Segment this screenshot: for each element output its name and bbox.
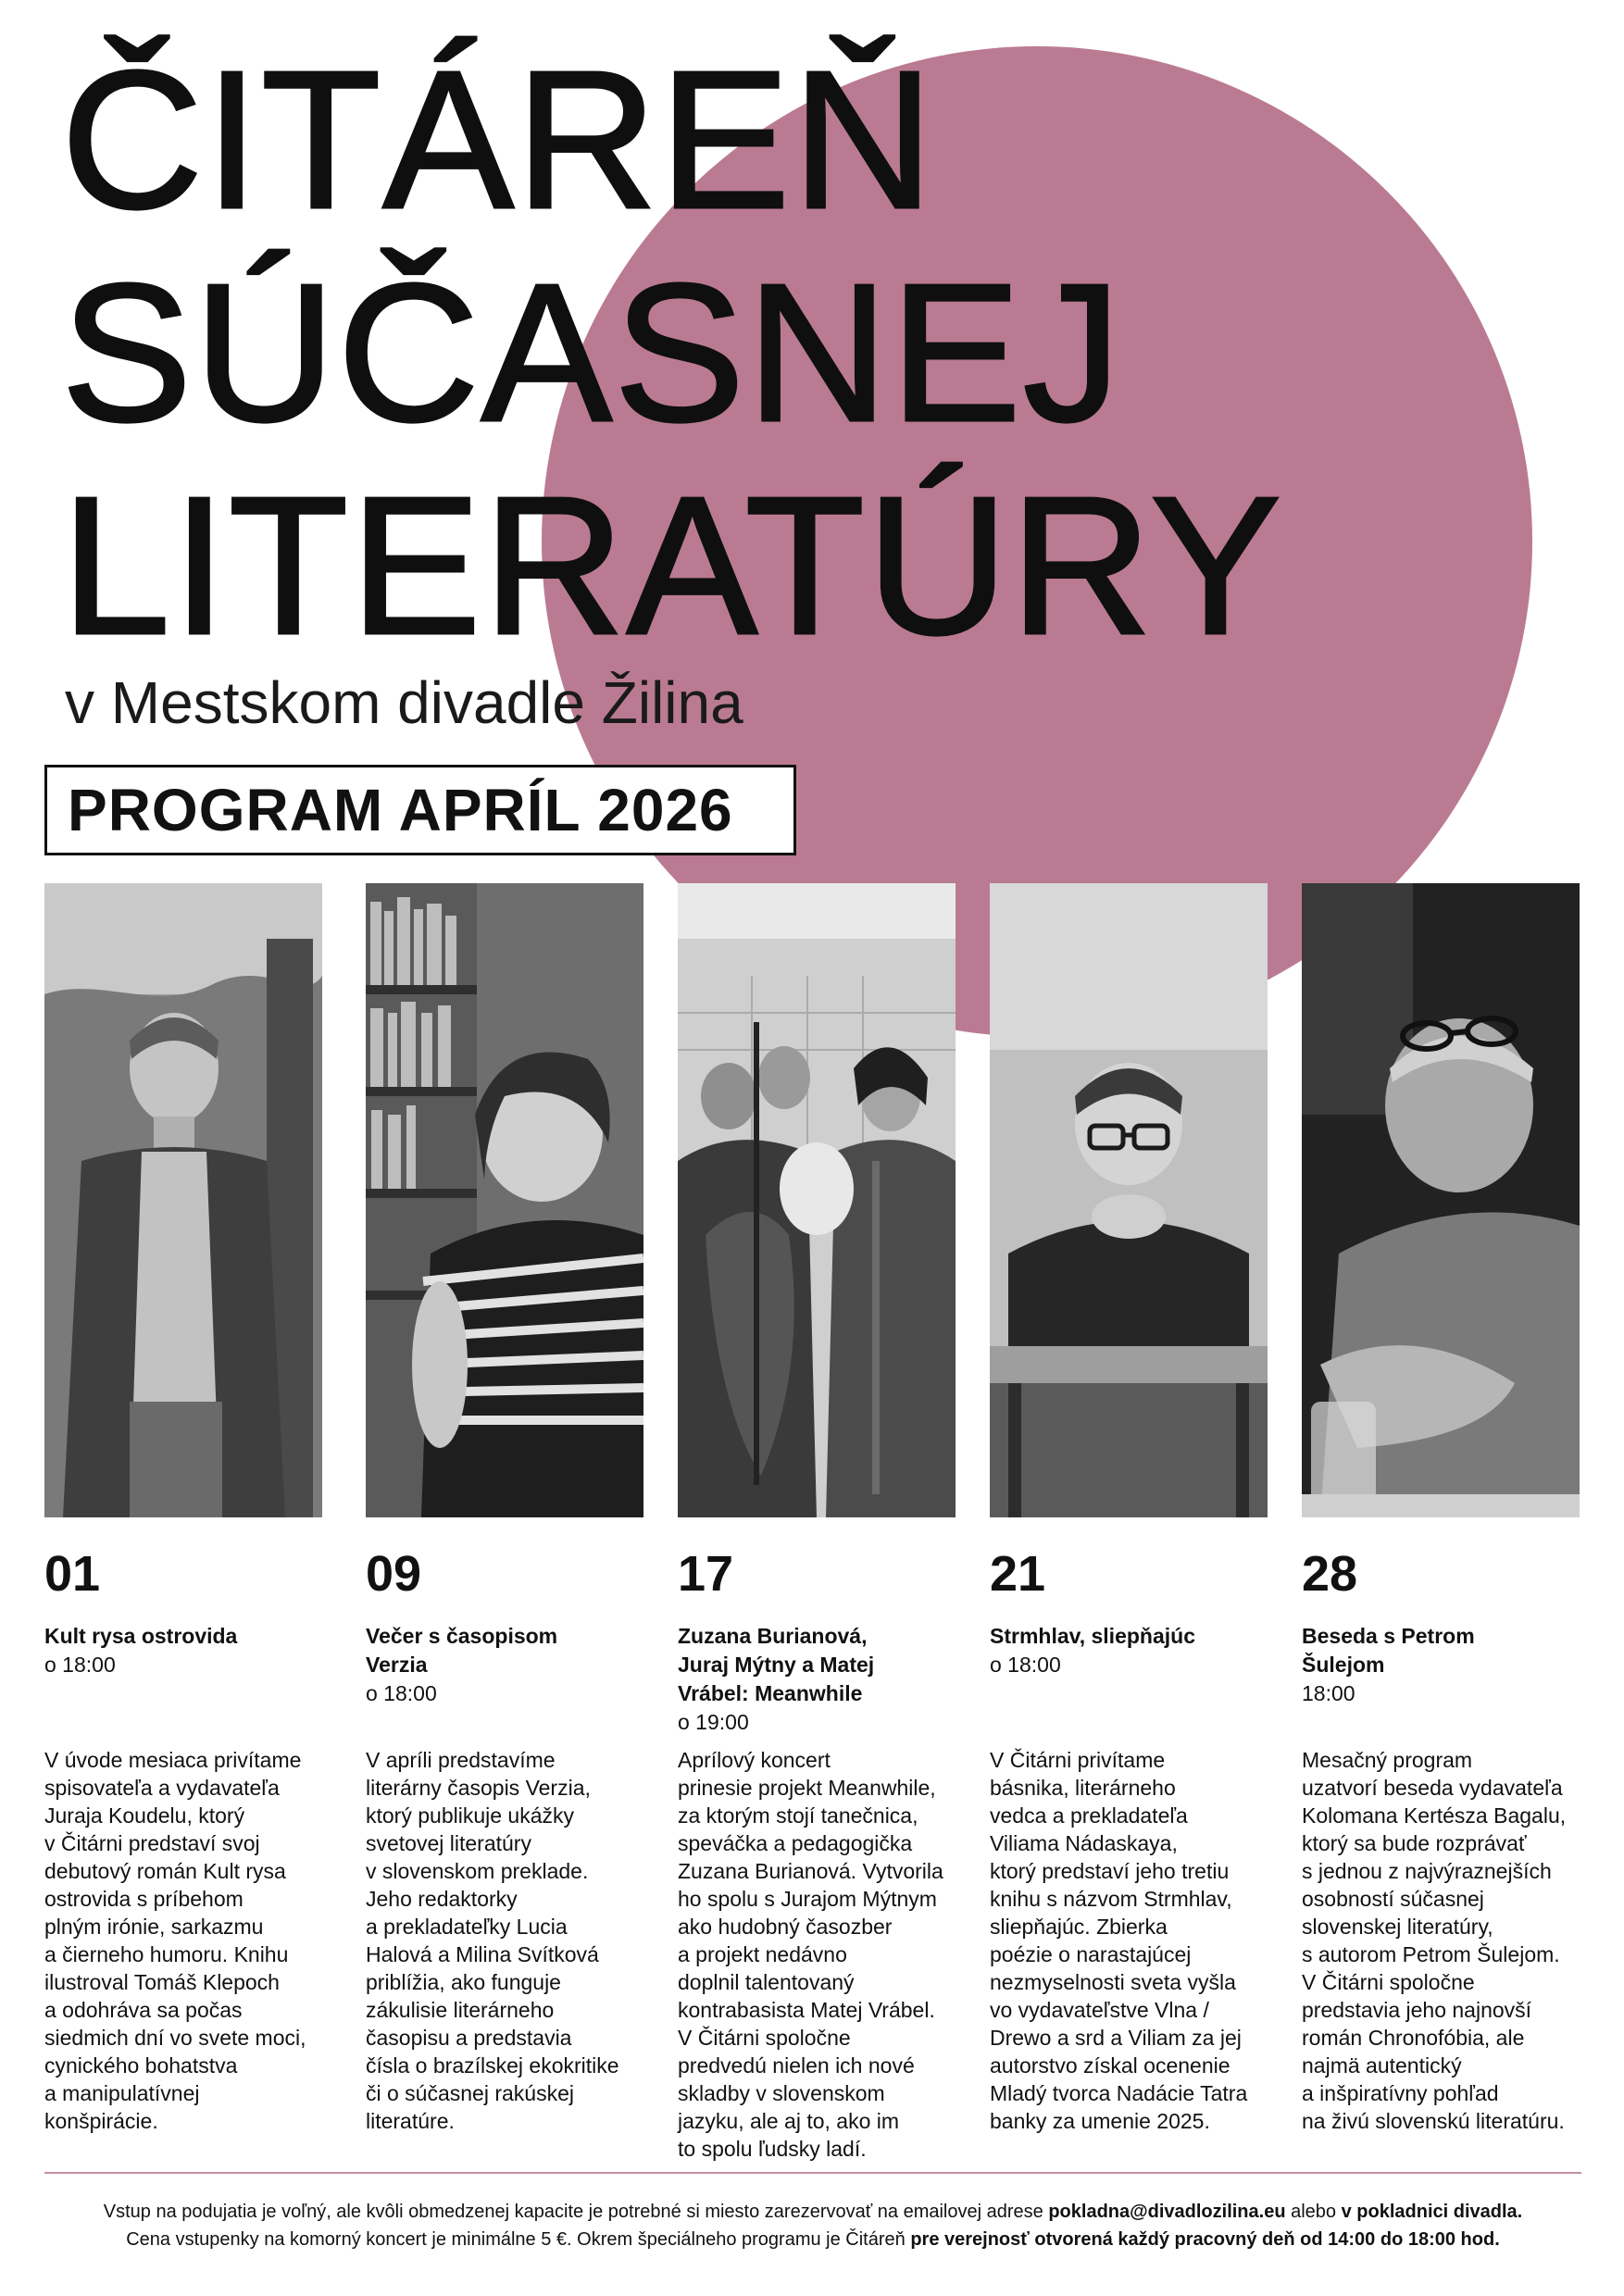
footer-or-text: alebo xyxy=(1285,2202,1342,2222)
event-day: 01 xyxy=(44,1546,101,1602)
footer-opening-hours: pre verejnosť otvorená každý pracovný deň od 14:00 do 18:00 hod. xyxy=(910,2229,1500,2250)
event-name: Zuzana Burianová, Juraj Mýtny a Matej Vrábel: Meanwhile xyxy=(678,1624,875,1705)
event-time: o 18:00 xyxy=(44,1653,116,1677)
footer-line-1 xyxy=(44,2198,1581,2226)
event-21 xyxy=(990,1546,1268,2133)
event-time: o 19:00 xyxy=(678,1710,749,1734)
footer-email-link[interactable]: pokladna@divadlozilina.eu xyxy=(1048,2202,1286,2222)
event-time: o 18:00 xyxy=(366,1681,437,1705)
event-name: Večer s časopisom Verzia xyxy=(366,1624,558,1677)
event-time: 18:00 xyxy=(1302,1681,1355,1705)
photo-event-09 xyxy=(366,883,643,1517)
footer-price-text: Cena vstupenky na komorný koncert je minimálne 5 €. Okrem špeciálneho programu je Čitáreň xyxy=(126,2229,911,2250)
event-description: Mesačný program uzatvorí beseda vydavateľa Kolomana Kertésza Bagalu, ktorý sa bude rozprávať s jednou z najvýraznejších osobností súčasnej slovenskej literatúry, s autorom Petrom Šulejom. V Čitárni spoločne predstavia jeho najnovší román Chronofóbia, ale najmä autentický a inšpiratívny pohľad na živú slovenskú literatúru. xyxy=(1302,1748,1567,2133)
event-day: 21 xyxy=(990,1546,1046,1602)
photo-event-28-image xyxy=(1302,883,1580,1517)
footer-box-office-text: v pokladnici divadla. xyxy=(1341,2202,1523,2222)
photo-event-28 xyxy=(1302,883,1580,1517)
program-label-box xyxy=(44,765,796,855)
photo-event-21-image xyxy=(990,883,1268,1517)
event-photos xyxy=(0,883,1624,1517)
title-line-2: SÚČASNEJ xyxy=(61,243,1123,462)
title-line-3: LITERATÚRY xyxy=(61,455,1283,675)
event-name: Beseda s Petrom Šulejom xyxy=(1302,1624,1475,1677)
photo-event-09-image xyxy=(366,883,643,1517)
footer-line-2 xyxy=(44,2226,1581,2253)
event-17 xyxy=(678,1546,956,2161)
photo-event-17 xyxy=(678,883,956,1517)
event-28 xyxy=(1302,1546,1580,2133)
photo-event-01 xyxy=(44,883,322,1517)
event-description: Aprílový koncert prinesie projekt Meanwhile, za ktorým stojí tanečnica, speváčka a pedagogička Zuzana Burianová. Vytvorila ho spolu s Jurajom Mýtnym ako hudobný časozber a projekt nedávno doplnil talentovaný kontrabasista Matej Vrábel. V Čitárni spoločne predvedú nielen ich nové skladby v slovenskom jazyku, ale aj to, ako im to spolu ľudsky ladí. xyxy=(678,1748,943,2161)
photo-event-17-image xyxy=(678,883,956,1517)
event-description: V Čitárni privítame básnika, literárneho vedca a prekladateľa Viliama Nádaskaya, ktorý predstaví jeho tretiu knihu s názvom Strmhlav, sliepňajúc. Zbierka poézie o narastajúcej nezmyselnosti sveta vyšla vo vydavateľstve Vlna / Drewo a srd a Viliam za jej autorstvo získal ocenenie Mladý tvorca Nadácie Tatra banky za umenie 2025. xyxy=(990,1748,1248,2133)
poster-subtitle: v Mestskom divadle Žilina xyxy=(65,669,743,736)
event-description: V apríli predstavíme literárny časopis Verzia, ktorý publikuje ukážky svetovej literatúry v slovenskom preklade. Jeho redaktorky a prekladateľky Lucia Halová a Milina Svítková priblížia, ako funguje zákulisie literárneho časopisu a predstavia čísla o brazílskej ekokritike či o súčasnej rakúskej literatúre. xyxy=(366,1748,619,2133)
photo-event-21 xyxy=(990,883,1268,1517)
program-label: PROGRAM APRÍL 2026 xyxy=(68,777,733,843)
footer-note xyxy=(44,2198,1581,2253)
footer-reservation-text: Vstup na podujatia je voľný, ale kvôli obmedzenej kapacite je potrebné si miesto zarezervovať na emailovej adrese xyxy=(103,2202,1049,2222)
event-day: 28 xyxy=(1302,1546,1358,1602)
event-time: o 18:00 xyxy=(990,1653,1061,1677)
poster-title xyxy=(61,30,1283,675)
event-name: Strmhlav, sliepňajúc xyxy=(990,1624,1195,1648)
photo-event-01-image xyxy=(44,883,322,1517)
event-day: 17 xyxy=(678,1546,734,1602)
event-description: V úvode mesiaca privítame spisovateľa a vydavateľa Juraja Koudelu, ktorý v Čitárni predstaví svoj debutový román Kult rysa ostrovida s príbehom plným irónie, sarkazmu a čierneho humoru. Knihu ilustroval Tomáš Klepoch a odohráva sa počas siedmich dní vo svete moci, cynického bohatstva a manipulatívnej konšpirácie. xyxy=(44,1748,306,2133)
footer-divider xyxy=(44,2172,1581,2174)
event-01 xyxy=(44,1546,322,2133)
event-name: Kult rysa ostrovida xyxy=(44,1624,238,1648)
event-09 xyxy=(366,1546,643,2133)
title-line-1: ČITÁREŇ xyxy=(61,30,936,249)
event-day: 09 xyxy=(366,1546,422,1602)
